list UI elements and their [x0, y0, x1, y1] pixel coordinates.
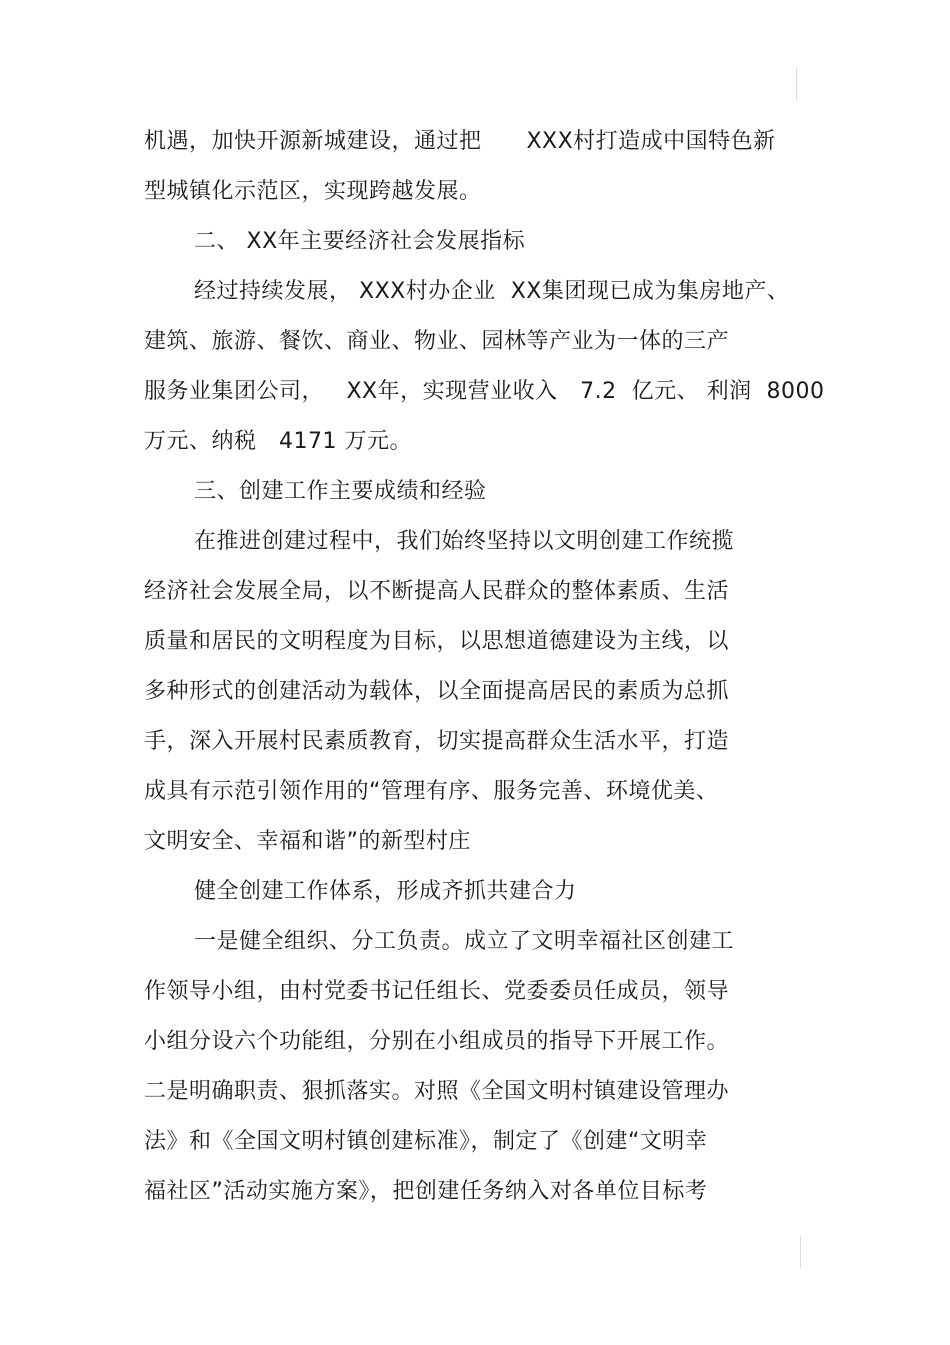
text-line-6: 服务业集团公司， XX年，实现营业收入 7.2 亿元、 利润 8000 [144, 379, 825, 404]
text-line-5: 建筑、旅游、餐饮、商业、物业、园林等产业为一体的三产 [144, 329, 730, 354]
text-line-7: 万元、纳税 4171 万元。 [144, 429, 412, 454]
text-line-9: 在推进创建过程中，我们始终坚持以文明创建工作统揽 [194, 529, 735, 554]
text-line-2: 型城镇化示范区，实现跨越发展。 [144, 179, 482, 204]
text-line-13: 手，深入开展村民素质教育，切实提高群众生活水平，打造 [144, 729, 730, 754]
page-edge-mark-top [796, 68, 797, 100]
subsection-heading: 健全创建工作体系，形成齐抓共建合力 [194, 879, 577, 904]
page-edge-mark-bottom [800, 1236, 801, 1268]
text-line-14: 成具有示范引领作用的“管理有序、服务完善、环境优美、 [144, 779, 719, 804]
text-line-4: 经过持续发展， XXX村办企业 XX集团现已成为集房地产、 [194, 279, 790, 304]
section-heading-2: 二、 XX年主要经济社会发展指标 [194, 229, 526, 254]
text-line-18: 作领导小组，由村党委书记任组长、党委委员任成员，领导 [144, 979, 730, 1004]
text-line-11: 质量和居民的文明程度为目标，以思想道德建设为主线，以 [144, 629, 730, 654]
text-line-19: 小组分设六个功能组，分别在小组成员的指导下开展工作。 [144, 1029, 730, 1054]
text-line-17: 一是健全组织、分工负责。成立了文明幸福社区创建工 [194, 929, 735, 954]
text-line-21: 法》和《全国文明村镇创建标准》，制定了《创建“文明幸 [144, 1129, 708, 1154]
text-line-22: 福社区”活动实施方案》，把创建任务纳入对各单位目标考 [144, 1179, 708, 1204]
section-heading-3: 三、创建工作主要成绩和经验 [194, 479, 487, 504]
text-line-15: 文明安全、幸福和谐”的新型村庄 [144, 829, 471, 854]
text-line-20: 二是明确职责、狠抓落实。对照《全国文明村镇建设管理办 [144, 1079, 730, 1104]
text-line-1: 机遇，加快开源新城建设，通过把 XXX村打造成中国特色新 [144, 129, 776, 154]
text-line-10: 经济社会发展全局，以不断提高人民群众的整体素质、生活 [144, 579, 730, 604]
text-line-12: 多种形式的创建活动为载体，以全面提高居民的素质为总抓 [144, 679, 730, 704]
